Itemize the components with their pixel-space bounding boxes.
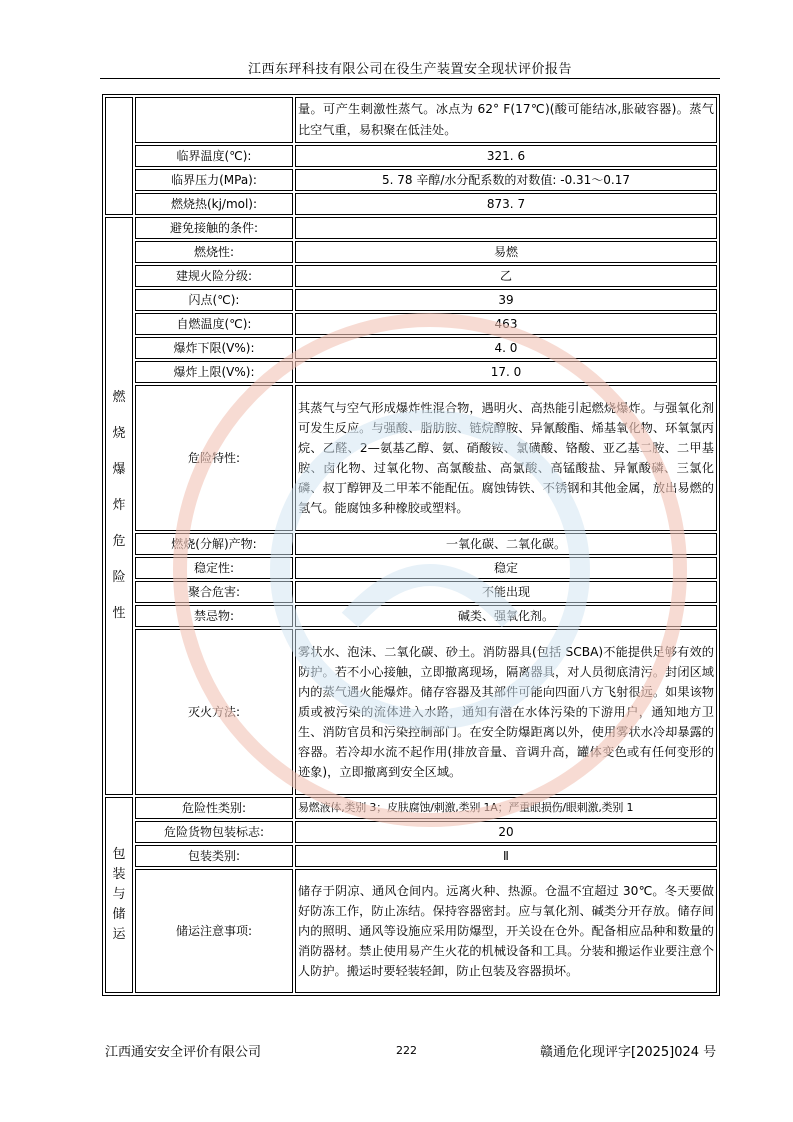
category-char: 险 <box>112 570 126 585</box>
polymerization-hazard-value: 不能出现 <box>295 581 717 603</box>
critical-pressure-value: 5. 78 辛醇/水分配系数的对数值: -0.31～0.17 <box>295 169 717 191</box>
flash-point-label: 闪点(℃): <box>135 289 293 311</box>
fire-risk-class-value: 乙 <box>295 265 717 287</box>
table-row <box>105 845 717 867</box>
category-char: 性 <box>112 606 126 621</box>
fire-risk-class-label: 建规火险分级: <box>135 265 293 287</box>
incompatibles-label: 禁忌物: <box>135 605 293 627</box>
upper-explosive-limit-value: 17. 0 <box>295 361 717 383</box>
table-row <box>105 557 717 579</box>
dangerous-goods-mark-label: 危险货物包装标志: <box>135 821 293 843</box>
flash-point-value: 39 <box>295 289 717 311</box>
table-row <box>105 821 717 843</box>
dangerous-goods-mark-value: 20 <box>295 821 717 843</box>
physical-tail-row <box>105 97 717 143</box>
category-char: 与 <box>112 887 126 902</box>
category-char: 危 <box>112 534 126 549</box>
combustion-heat-label: 燃烧热(kj/mol): <box>135 193 293 215</box>
category-char: 包 <box>112 847 126 862</box>
storage-notes-label: 储运注意事项: <box>135 869 293 993</box>
lower-explosive-limit-value: 4. 0 <box>295 337 717 359</box>
polymerization-hazard-label: 聚合危害: <box>135 581 293 603</box>
table-row <box>105 217 717 239</box>
category-char: 运 <box>112 927 126 942</box>
extinguishing-method-label: 灭火方法: <box>135 629 293 795</box>
table-row <box>105 629 717 795</box>
physical-tail-text: 量。可产生刺激性蒸气。冰点为 62° F(17℃)(酸可能结冰,胀破容器)。蒸气比空气重，易积聚在低洼处。 <box>295 97 717 143</box>
table-row <box>105 533 717 555</box>
table-row <box>105 241 717 263</box>
autoignition-label: 自燃温度(℃): <box>135 313 293 335</box>
category-char: 烧 <box>112 426 126 441</box>
stability-label: 稳定性: <box>135 557 293 579</box>
hazard-characteristics-text: 其蒸气与空气形成爆炸性混合物，遇明火、高热能引起燃烧爆炸。与强氧化剂可发生反应。与强酸、脂肪胺、链烷醇胺、异氰酸酯、烯基氧化物、环氧氯丙烷、乙醛、2—氨基乙醇、氨、硝酸铵、氯磺酸、铬酸、亚乙基二胺、二甲基胺、卤化物、过氧化物、高氯酸盐、高氯酸、高锰酸盐、异氰酸磷、三氯化磷、叔丁醇钾及二甲苯不能配伍。腐蚀铸铁、不锈钢和其他金属，放出易燃的氢气。能腐蚀多种橡胶或塑料。 <box>295 385 717 531</box>
fire-category-cell <box>105 217 133 795</box>
table-row <box>105 869 717 993</box>
category-char: 装 <box>112 867 126 882</box>
combustion-products-value: 一氧化碳、二氧化碳。 <box>295 533 717 555</box>
page-header: 江西东玶科技有限公司在役生产装置安全现状评价报告 <box>247 62 572 77</box>
avoid-conditions-value <box>295 217 717 239</box>
critical-temperature-value: 321. 6 <box>295 145 717 167</box>
physical-tail-label <box>135 97 293 143</box>
packing-group-label: 包装类别: <box>135 845 293 867</box>
combustion-products-label: 燃烧(分解)产物: <box>135 533 293 555</box>
autoignition-value: 463 <box>295 313 717 335</box>
table-row <box>105 193 717 215</box>
category-char: 燃 <box>112 390 126 405</box>
packaging-category-cell <box>105 797 133 993</box>
hazard-characteristics-label: 危险特性: <box>135 385 293 531</box>
table-row <box>105 361 717 383</box>
critical-pressure-label: 临界压力(MPa): <box>135 169 293 191</box>
stability-value: 稳定 <box>295 557 717 579</box>
table-row <box>105 605 717 627</box>
hazard-class-value: 易燃液体,类别 3；皮肤腐蚀/刺激,类别 1A；严重眼损伤/眼刺激,类别 1 <box>295 797 717 819</box>
lower-explosive-limit-label: 爆炸下限(V%): <box>135 337 293 359</box>
table-row <box>105 797 717 819</box>
category-char: 爆 <box>112 462 126 477</box>
upper-explosive-limit-label: 爆炸上限(V%): <box>135 361 293 383</box>
footer-company: 江西通安安全评价有限公司 <box>105 1045 262 1060</box>
msds-table <box>102 94 720 996</box>
header-rule <box>100 78 720 79</box>
physical-category-cell <box>105 97 133 215</box>
table-row <box>105 581 717 603</box>
storage-notes-text: 储存于阴凉、通风仓间内。远离火种、热源。仓温不宜超过 30℃。冬天要做好防冻工作，防止冻结。保持容器密封。应与氧化剂、碱类分开存放。储存间内的照明、通风等设施应采用防爆型，开关设在仓外。配备相应品种和数量的消防器材。禁止使用易产生火花的机械设备和工具。分装和搬运作业要注意个人防护。搬运时要轻装轻卸，防止包装及容器损坏。 <box>295 869 717 993</box>
extinguishing-method-text: 雾状水、泡沫、二氧化碳、砂土。消防器具(包括 SCBA)不能提供足够有效的防护。若不小心接触，立即撤离现场，隔离器具，对人员彻底清污。封闭区域内的蒸气遇火能爆炸。储存容器及其部件可能向四面八方飞射很远。如果该物质或被污染的流体进入水路，通知有潜在水体污染的下游用户，通知地方卫生、消防官员和污染控制部门。在安全防爆距离以外，使用雾状水冷却暴露的容器。若冷却水流不起作用(排放音量、音调升高，罐体变色或有任何变形的迹象)，立即撤离到安全区域。 <box>295 629 717 795</box>
page-number: 222 <box>396 1044 417 1057</box>
table-row <box>105 289 717 311</box>
flammability-value: 易燃 <box>295 241 717 263</box>
critical-temperature-label: 临界温度(℃): <box>135 145 293 167</box>
table-row <box>105 313 717 335</box>
table-row <box>105 337 717 359</box>
category-char: 炸 <box>112 498 126 513</box>
table-row <box>105 145 717 167</box>
table-row <box>105 385 717 531</box>
document-number: 赣通危化现评字[2025]024 号 <box>540 1045 717 1060</box>
table-row <box>105 169 717 191</box>
hazard-class-label: 危险性类别: <box>135 797 293 819</box>
combustion-heat-value: 873. 7 <box>295 193 717 215</box>
incompatibles-value: 碱类、强氧化剂。 <box>295 605 717 627</box>
packing-group-value: Ⅱ <box>295 845 717 867</box>
table-row <box>105 265 717 287</box>
category-char: 储 <box>112 907 126 922</box>
avoid-conditions-label: 避免接触的条件: <box>135 217 293 239</box>
flammability-label: 燃烧性: <box>135 241 293 263</box>
